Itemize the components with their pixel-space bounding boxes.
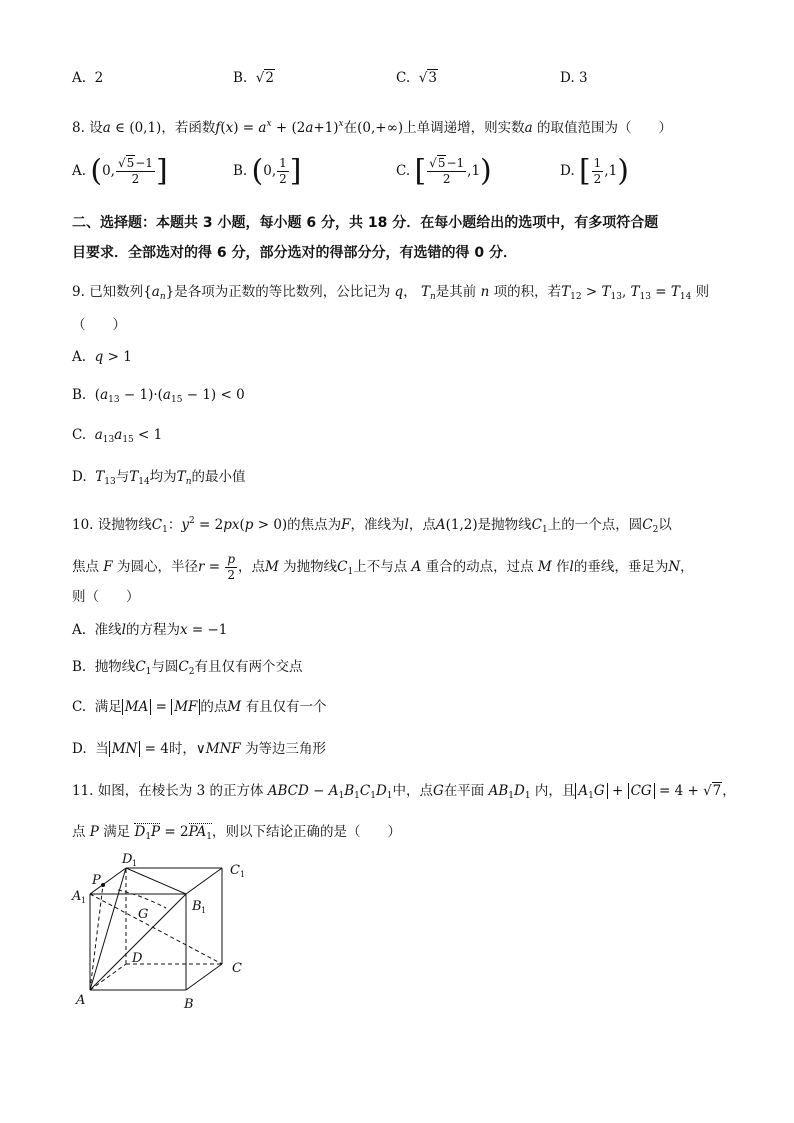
edge-d1-b1: [126, 868, 186, 894]
q9-paren: （ ）: [72, 317, 126, 333]
q10-option-b: B. 抛物线$C_1$与圆$C_2$有且仅有两个交点: [72, 659, 303, 677]
q8-option-b: B. (0, $\frac{1}{2}$ ]: [233, 153, 302, 189]
label-b1-sub: 1: [201, 906, 207, 915]
q9-option-c: C. $a_{13}a_{15} < 1$: [72, 427, 163, 445]
hidden-segment-a1-c: [90, 894, 222, 964]
edge-b-c: [186, 964, 222, 990]
q10-option-d: D. 当 MN = 4时，∨MNF 为等边三角形: [72, 741, 327, 757]
label-a1-sub: 1: [81, 896, 87, 905]
label-p: P: [92, 873, 101, 888]
section-heading-line-1: 二、选择题：本题共 3 小题，每小题 6 分，共 18 分．在每小题给出的选项中，有多项符合题: [72, 215, 659, 231]
cube-figure: [66, 850, 266, 1020]
q9-stem: 9. 已知数列$\{a_n\}$是各项为正数的等比数列，公比记为 q， $T_n$是其前 n 项的积，若$T_{12} > T_{13}$, $T_{13} = T_{14}$ 则: [72, 284, 710, 302]
locus-arc: [118, 890, 166, 908]
label-c1-sub: 1: [240, 870, 246, 879]
q10-option-a: A. 准线l的方程为x = −1: [72, 622, 228, 638]
label-a: A: [76, 993, 86, 1008]
q9-option-d: D. $T_{13}$与$T_{14}$均为$T_n$的最小值: [72, 469, 246, 487]
q8-option-d: D. [ $\frac{1}{2}$ ,1): [560, 153, 629, 189]
section-heading-line-2: 目要求．全部选对的得 6 分，部分选对的得部分分，有选错的得 0 分．: [72, 245, 517, 261]
q10-stem-line-1: 10. 设抛物线$C_1$：$y^2 = 2px(p > 0)$的焦点为F，准线为l，点A(1,2)是抛物线$C_1$上的一个点，圆$C_2$以: [72, 516, 672, 535]
label-a1: A: [72, 889, 82, 904]
label-b: B: [184, 997, 194, 1012]
label-d1-sub: 1: [132, 859, 138, 868]
label-b1: B: [192, 899, 202, 914]
q7-option-d: D. 3: [560, 70, 588, 86]
q10-option-c: C. 满足 MA = MF 的点M 有且仅有一个: [72, 699, 327, 715]
hidden-edge-a-d: [90, 964, 126, 990]
label-g: G: [138, 907, 149, 922]
label-d1: D: [122, 852, 133, 867]
hidden-segment-a-p: [90, 885, 103, 990]
point-p: [101, 883, 105, 887]
edge-c1-b1: [186, 868, 222, 894]
q9-option-a: A. q > 1: [72, 349, 132, 365]
q9-option-b: B. $(a_{13} - 1)\cdot(a_{15} - 1) < 0$: [72, 387, 245, 405]
q11-stem-line-1: 11. 如图，在棱长为 3 的正方体 ABCD − $A_1B_1C_1D_1$中，点G在平面 $AB_1D_1$ 内，且 $A_1G$ + CG = 4 + √7，: [72, 783, 736, 801]
q8-option-a: A. (0, $\frac{√5-1}{2}$ ]: [72, 153, 168, 189]
label-c: C: [232, 961, 242, 976]
q10-stem-line-2: 焦点 F 为圆心，半径r = $\frac{p}{2}$ ，点M 为抛物线$C_1$上不与点 A 重合的动点，过点 M 作l的垂线，垂足为N，: [72, 552, 694, 582]
q7-option-b: B. √2: [233, 70, 274, 86]
q8-option-c: C. [ $\frac{√5-1}{2}$ ,1): [396, 153, 492, 189]
q7-option-c: C. √3: [396, 70, 437, 86]
q7-option-a: A. 2: [72, 70, 104, 86]
q8-stem: 8. 设a ∈ (0,1)，若函数$f(x) = a^x + (2a+1)^x$在(0,+∞)上单调递增，则实数a 的取值范围为（ ）: [72, 119, 672, 136]
q11-stem-line-2: 点 P 满足 $D_1P = 2PA_1$，则以下结论正确的是（ ）: [72, 824, 401, 842]
label-c1: C: [230, 863, 240, 878]
label-d: D: [132, 951, 143, 966]
q10-stem-line-3: 则（ ）: [72, 589, 140, 605]
